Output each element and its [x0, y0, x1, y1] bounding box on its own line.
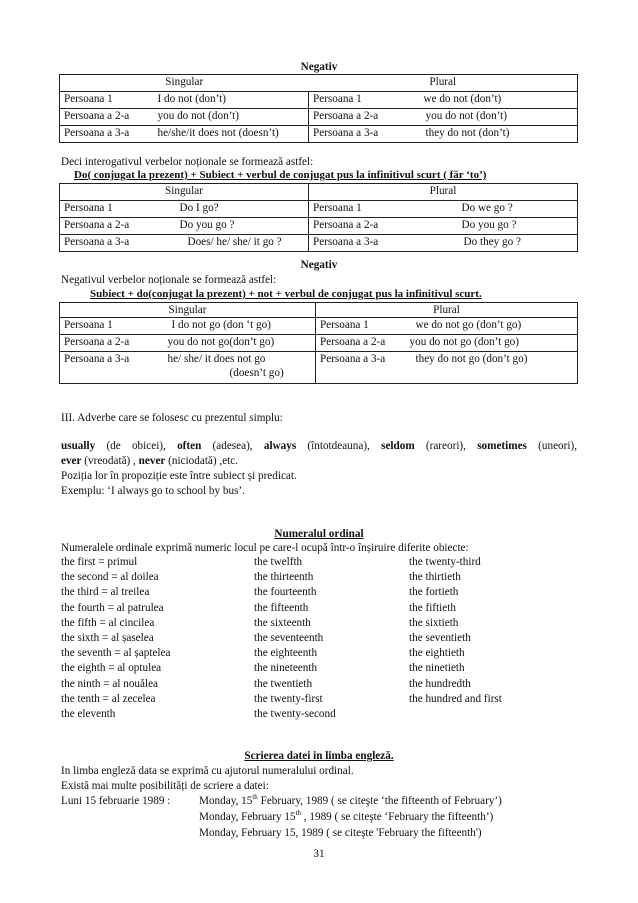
ordinal-item: the fifteenth [254, 601, 309, 614]
adverb-word: often [177, 440, 202, 452]
header-plural: Plural [309, 75, 578, 92]
verb-form: you do not (don’t) [425, 110, 508, 122]
adverb-gloss: (de obicei), [95, 440, 178, 452]
ordinal-item: the fourteenth [254, 586, 317, 599]
table-row [60, 335, 578, 352]
plural-cell [309, 201, 578, 218]
date-line-1: In limba engleză data se exprimă cu ajutorul numeralului ordinal. [61, 765, 354, 777]
person-label: Persoana 1 [320, 319, 369, 331]
interogativ-intro: Deci interogativul verbelor noționale se formează astfel: [61, 156, 314, 168]
interogativ-table [59, 183, 578, 252]
ordinal-item: the twenty-second [254, 707, 336, 720]
table-row [60, 352, 578, 384]
singular-cell [60, 218, 309, 235]
verb-form: he/ she/ it does not go [167, 353, 266, 365]
table-row [60, 201, 578, 218]
adverb-gloss: (vreodată) , [81, 455, 139, 467]
verb-form: we do not (don’t) [423, 93, 502, 105]
verb-form: Do we go ? [461, 202, 513, 214]
verb-form: Does/ he/ she/ it go ? [187, 236, 282, 248]
interogativ-formula: Do( conjugat la prezent) + Subiect + verbul de conjugat pus la infinitivul scurt ( făr ‘to’) [74, 169, 487, 181]
ordinal-item: the twenty-first [254, 692, 323, 705]
date-text: , 1989 ( se citeşte ‘February the fifteenth’) [300, 811, 494, 823]
adverb-word: ever [61, 455, 82, 467]
negativ-formula: Subiect + do(conjugat la prezent) + not + verbul de conjugat pus la infinitivul scurt. [90, 288, 482, 300]
ordinal-item: the nineteenth [254, 662, 318, 675]
plural-cell [309, 92, 578, 109]
verb-form: I do not (don’t) [157, 93, 226, 105]
person-label: Persoana 1 [313, 202, 362, 214]
page-number: 31 [313, 848, 325, 860]
singular-cell [60, 126, 309, 143]
verb-form: they do not go (don’t go) [415, 353, 528, 365]
ordinal-item: the fifth = al cincilea [61, 616, 155, 629]
person-label: Persoana 1 [64, 202, 113, 214]
verb-form: they do not (don’t) [425, 127, 510, 139]
ordinal-item: the eighth = al optulea [61, 662, 162, 675]
singular-cell [60, 109, 309, 126]
person-label: Persoana a 3-a [64, 127, 130, 139]
ordinal-item: the twelfth [254, 556, 303, 568]
adverbs-example: Exemplu: ‘I always go to school by bus’. [61, 485, 245, 497]
ordinal-suffix: th [295, 809, 301, 817]
verb-form: Do I go? [179, 202, 219, 214]
adverb-gloss: (întotdeauna), [296, 440, 382, 452]
verb-form-contraction: (doesn’t go) [229, 367, 284, 379]
ordinal-item: the eighteenth [254, 647, 318, 660]
singular-cell [60, 335, 316, 352]
table-header-row [60, 75, 578, 92]
ordinal-item: the sixteenth [254, 616, 311, 629]
adverbs-line-2 [61, 454, 577, 468]
ordinal-item: the second = al doilea [61, 571, 159, 584]
header-singular: Singular [60, 184, 309, 201]
ordinal-item: the twenty-third [409, 556, 481, 568]
negativ-intro: Negativul verbelor noționale se formează astfel: [61, 274, 277, 286]
person-label: Persoana a 2-a [313, 219, 379, 231]
plural-cell [309, 126, 578, 143]
verb-form: we do not go (don’t go) [415, 319, 522, 331]
table-row [60, 126, 578, 143]
date-label: Luni 15 februarie 1989 : [61, 795, 171, 807]
plural-cell [309, 109, 578, 126]
adverb-word: sometimes [477, 440, 527, 452]
singular-cell [60, 235, 309, 252]
ordinal-item: the ninetieth [409, 662, 465, 675]
person-label: Persoana a 3-a [313, 127, 379, 139]
ordinal-item: the thirtieth [409, 571, 461, 584]
table-row [60, 318, 578, 335]
table-row [60, 218, 578, 235]
adverbs-line-1 [61, 439, 577, 453]
plural-cell [316, 318, 578, 335]
header-plural: Plural [316, 303, 578, 318]
date-text: Monday, February 15 [199, 811, 296, 823]
verb-form: Do they go ? [463, 236, 521, 248]
adverbs-position: Poziția lor în propoziție este între subiect și predicat. [61, 470, 297, 482]
person-label: Persoana a 2-a [64, 110, 130, 122]
ordinal-item: the eightieth [409, 647, 465, 660]
negativ-table-1 [59, 74, 578, 143]
person-label: Persoana a 2-a [64, 336, 130, 348]
adverb-gloss: (rareori), [414, 440, 478, 452]
date-example-1 [199, 794, 502, 808]
person-label: Persoana 1 [313, 93, 362, 105]
ordinal-item: the eleventh [61, 707, 116, 720]
negativ-title-1: Negativ [300, 61, 338, 73]
ordinal-item: the twentieth [254, 677, 313, 690]
ordinal-item: the fiftieth [409, 601, 456, 614]
person-label: Persoana a 3-a [320, 353, 386, 365]
ordinal-item: the sixth = al șaselea [61, 631, 154, 644]
table-header-row [60, 303, 578, 318]
person-label: Persoana a 3-a [64, 353, 130, 365]
ordinal-suffix: th [252, 793, 258, 801]
date-text: February, 1989 ( se citeşte ‘the fifteenth of February’) [257, 795, 502, 807]
plural-cell [316, 352, 578, 384]
ordinal-item: the thirteenth [254, 571, 314, 584]
adverb-word: usually [61, 440, 96, 452]
ordinal-item: the tenth = al zecelea [61, 692, 156, 705]
ordinal-column-3 [409, 555, 502, 707]
ordinal-item: the fourth = al patrulea [61, 601, 164, 614]
verb-form: you do not (don’t) [157, 110, 240, 122]
date-line-2: Există mai multe posibilități de scriere a datei: [61, 780, 269, 792]
plural-cell [309, 218, 578, 235]
ordinal-item: the seventeenth [254, 631, 324, 644]
person-label: Persoana a 3-a [313, 236, 379, 248]
adverb-gloss: (niciodată) ,etc. [165, 455, 239, 467]
header-singular: Singular [60, 75, 309, 92]
ordinal-item: the sixtieth [409, 616, 459, 629]
ordinal-item: the first = primul [61, 556, 138, 568]
verb-form: Do you go ? [461, 219, 517, 231]
ordinal-intro: Numeralele ordinale exprimă numeric locul pe care-l ocupă într-o înșiruire diferite obiecte: [61, 542, 469, 554]
person-label: Persoana 1 [64, 93, 113, 105]
header-singular: Singular [60, 303, 316, 318]
ordinal-item: the ninth = al nouălea [61, 677, 159, 690]
negativ-table-2 [59, 302, 578, 384]
verb-form: Do you go ? [179, 219, 235, 231]
date-title-text: Scrierea datei in limba engleză. [244, 750, 394, 762]
plural-cell [309, 235, 578, 252]
date-title [61, 749, 577, 763]
table-row [60, 92, 578, 109]
table-row [60, 235, 578, 252]
person-label: Persoana 1 [64, 319, 113, 331]
ordinal-item: the hundred and first [409, 692, 502, 705]
ordinal-title-text: Numeralul ordinal [274, 528, 364, 540]
ordinal-item: the hundredth [409, 677, 471, 690]
singular-cell [60, 318, 316, 335]
verb-form: you do not go(don’t go) [167, 336, 275, 348]
singular-cell [60, 201, 309, 218]
adverb-gloss: (adesea), [201, 440, 264, 452]
date-text: Monday, 15 [199, 795, 253, 807]
singular-cell [60, 352, 316, 384]
person-label: Persoana a 2-a [313, 110, 379, 122]
table-row [60, 109, 578, 126]
adverb-word: never [138, 455, 166, 467]
ordinal-item: the seventh = al șaptelea [61, 647, 171, 660]
person-label: Persoana a 3-a [64, 236, 130, 248]
adverb-word: seldom [381, 440, 415, 452]
table-header-row [60, 184, 578, 201]
adverb-gloss: (uneori), [526, 440, 577, 452]
date-example-3: Monday, February 15, 1989 ( se citeşte 'February the fifteenth') [199, 827, 482, 839]
adverb-word: always [263, 440, 297, 452]
ordinal-item: the third = al treilea [61, 586, 150, 599]
ordinal-item: the fortieth [409, 586, 459, 599]
ordinal-column-2 [254, 555, 336, 722]
header-plural: Plural [309, 184, 578, 201]
plural-cell [316, 335, 578, 352]
negativ-title-2: Negativ [300, 259, 338, 271]
verb-form: he/she/it does not (doesn’t) [157, 127, 279, 139]
ordinal-item: the seventieth [409, 631, 471, 644]
verb-form: you do not go (don’t go) [409, 336, 519, 348]
adverbs-heading: III. Adverbe care se folosesc cu prezentul simplu: [61, 412, 283, 424]
person-label: Persoana a 2-a [64, 219, 130, 231]
singular-cell [60, 92, 309, 109]
person-label: Persoana a 2-a [320, 336, 386, 348]
verb-form: I do not go (don ‘t go) [171, 319, 271, 331]
date-example-2 [199, 810, 493, 824]
ordinal-title [61, 527, 577, 541]
ordinal-column-1 [61, 555, 170, 722]
